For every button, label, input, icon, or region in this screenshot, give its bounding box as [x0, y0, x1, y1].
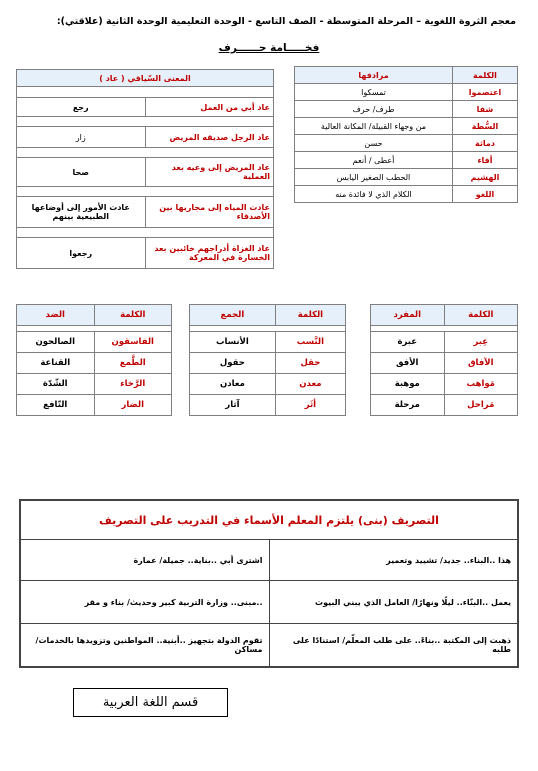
example-cell: اشترى أبي ..بناية.. جميلة/ عمارة	[21, 540, 270, 581]
opposites-table	[16, 304, 172, 416]
table-row	[295, 101, 518, 118]
col-header-word: الكلمة	[444, 305, 518, 326]
table-row	[21, 624, 518, 667]
plural-cell: معادن	[190, 374, 276, 395]
contextual-meaning-table	[16, 69, 274, 269]
table-row	[190, 332, 346, 353]
spacer-row	[17, 148, 274, 158]
word-plural-table	[189, 304, 346, 416]
synonym-cell: أعطى / أنعم	[295, 152, 453, 169]
singular-cell: مرحلة	[371, 395, 445, 416]
spacer-row	[17, 87, 274, 98]
table-row	[17, 238, 274, 269]
word-cell: أثَر	[275, 395, 345, 416]
word-cell: دماثة	[453, 135, 518, 152]
word-cell: شفا	[453, 101, 518, 118]
meaning-cell: رجع	[17, 98, 146, 117]
singular-cell: موهبة	[371, 374, 445, 395]
example-cell: يعمل ..البنّاء.. ليلًا ونهارًا/ العامل الذي يبني البيوت	[269, 581, 518, 624]
synonym-cell: الكلام الذي لا فائدة منه	[295, 186, 453, 203]
conjugation-table	[20, 500, 518, 667]
opposite-cell: الشّدّة	[17, 374, 95, 395]
table-row	[295, 118, 518, 135]
col-header-word: الكلمة	[275, 305, 345, 326]
table-row	[21, 540, 518, 581]
example-cell: ..مبنى.. وزارة التربية كبير وحديث/ بناء و مقر	[21, 581, 270, 624]
plural-cell: حقول	[190, 353, 276, 374]
opposite-cell: القناعة	[17, 353, 95, 374]
synonym-cell: تمسكوا	[295, 84, 453, 101]
table-row	[21, 581, 518, 624]
example-cell: تقوم الدولة بتجهيز ..أبنية.. المواطنين وتزويدها بالخدمات/ مساكن	[21, 624, 270, 667]
meaning-header: المعنى السّياقي ( عاد )	[17, 70, 274, 87]
word-cell: الطَّمع	[94, 353, 172, 374]
word-cell: النَّسب	[275, 332, 345, 353]
table-row	[190, 395, 346, 416]
opposite-cell: النّافع	[17, 395, 95, 416]
table-row	[295, 84, 518, 101]
sentence-cell: عاد الغزاة أدراجهم خائبين بعد الخسارة في المعركة	[145, 238, 274, 269]
lesson-title: فخـــــامة حــــــرف	[218, 42, 320, 54]
synonym-cell: من وجهاء القبيلة/ المكانة العالية	[295, 118, 453, 135]
meaning-cell: زار	[17, 127, 146, 148]
table-row	[17, 98, 274, 117]
word-cell: الآفاق	[444, 353, 518, 374]
department-label: قسم اللغة العربية	[73, 688, 228, 717]
meaning-cell: صحا	[17, 158, 146, 187]
sentence-cell: عاد المريض إلى وعيه بعد العملية	[145, 158, 274, 187]
spacer-row	[17, 187, 274, 197]
word-cell: عِبر	[444, 332, 518, 353]
word-cell: حقل	[275, 353, 345, 374]
table-row	[17, 374, 172, 395]
spacer-row	[17, 228, 274, 238]
table-row	[17, 158, 274, 187]
page-title: معجم الثروة اللغوية – المرحلة المتوسطة - الصف التاسع - الوحدة التعليمية الوحدة الثانية (علاقتي):	[56, 16, 516, 27]
table-row	[295, 135, 518, 152]
table-row	[371, 374, 518, 395]
word-cell: السُّطة	[453, 118, 518, 135]
synonym-cell: الحطب الصغير اليابس	[295, 169, 453, 186]
table-row	[17, 353, 172, 374]
table-row	[371, 395, 518, 416]
meaning-cell: رجعوا	[17, 238, 146, 269]
singular-cell: الأفق	[371, 353, 445, 374]
table-row	[190, 353, 346, 374]
conjugation-box	[19, 499, 519, 668]
synonym-cell: طرف/ حرف	[295, 101, 453, 118]
conjugation-heading: التصريف (بنى) يلتزم المعلم الأسماء في التدريب على التصريف	[21, 501, 518, 540]
table-row	[295, 186, 518, 203]
word-cell: معدن	[275, 374, 345, 395]
word-cell: مَواهب	[444, 374, 518, 395]
meaning-cell: عادت الأمور إلى أوضاعها الطبيعية بينهم	[17, 197, 146, 228]
opposite-cell: الصالحون	[17, 332, 95, 353]
table-row	[190, 374, 346, 395]
col-header-word: الكلمة	[94, 305, 172, 326]
word-cell: أفاء	[453, 152, 518, 169]
table-row	[17, 395, 172, 416]
table-row	[295, 169, 518, 186]
col-header-synonym: مرادفها	[295, 67, 453, 84]
word-cell: الفاسقون	[94, 332, 172, 353]
table-row	[371, 332, 518, 353]
col-header-singular: المفرد	[371, 305, 445, 326]
table-row	[17, 197, 274, 228]
col-header-word: الكلمة	[453, 67, 518, 84]
table-row	[17, 332, 172, 353]
col-header-plural: الجمع	[190, 305, 276, 326]
example-cell: ذهبت إلى المكتبة ..بناءً.. على طلب المعلّم/ استنادًا على طلبه	[269, 624, 518, 667]
singular-cell: عبرة	[371, 332, 445, 353]
synonym-cell: حسن	[295, 135, 453, 152]
plural-singular-table	[370, 304, 518, 416]
word-cell: الرَّخاء	[94, 374, 172, 395]
word-cell: مَراحل	[444, 395, 518, 416]
table-row	[17, 127, 274, 148]
sentence-cell: عاد أبي من العمل	[145, 98, 274, 117]
synonyms-table	[294, 66, 518, 203]
plural-cell: آثار	[190, 395, 276, 416]
table-row	[295, 152, 518, 169]
word-cell: اعتصموا	[453, 84, 518, 101]
col-header-opposite: الضد	[17, 305, 95, 326]
sentence-cell: عادت المياه إلى مجاريها بين الأصدقاء	[145, 197, 274, 228]
example-cell: هذا ..البناء.. جديد/ تشييد وتعمير	[269, 540, 518, 581]
spacer-row	[17, 117, 274, 127]
word-cell: اللغو	[453, 186, 518, 203]
word-cell: الضار	[94, 395, 172, 416]
table-row	[371, 353, 518, 374]
sentence-cell: عاد الرجل صديقه المريض	[145, 127, 274, 148]
plural-cell: الأنساب	[190, 332, 276, 353]
word-cell: الهشيم	[453, 169, 518, 186]
